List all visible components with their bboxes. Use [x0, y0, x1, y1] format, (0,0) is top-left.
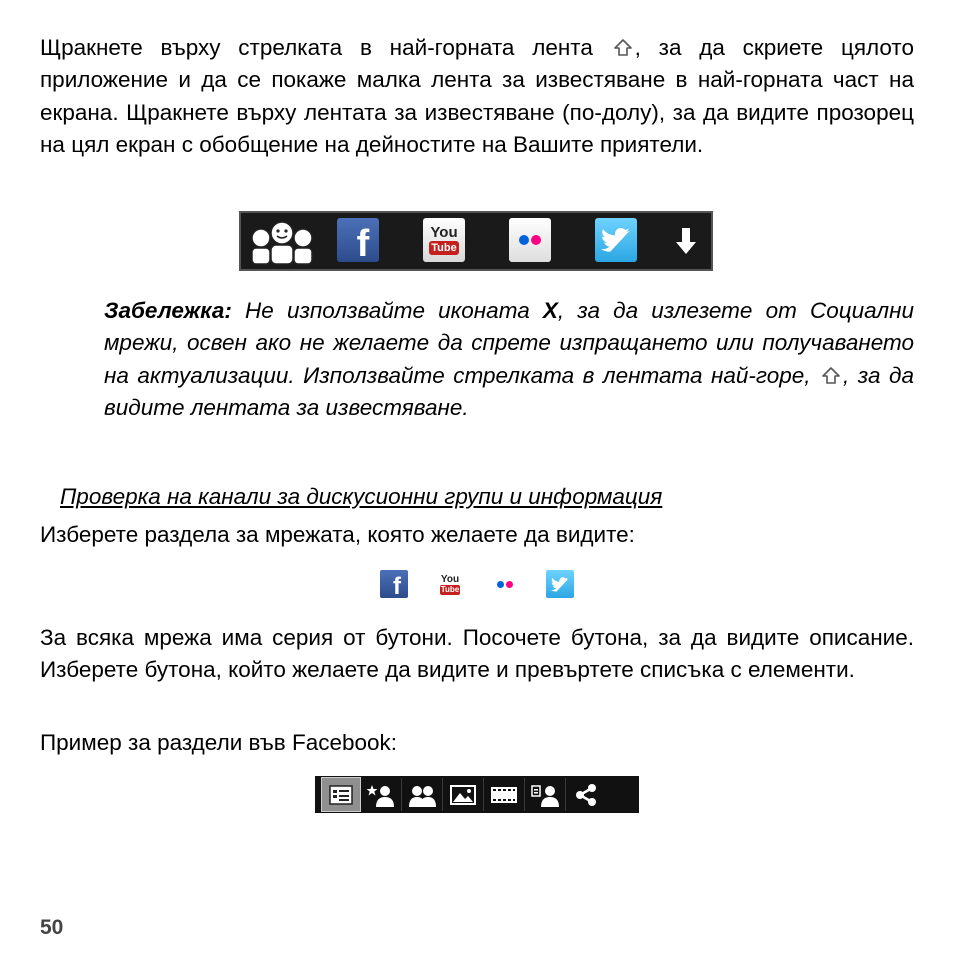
- youtube-icon[interactable]: [436, 570, 464, 598]
- flickr-icon[interactable]: [491, 570, 519, 598]
- intro-text-start: Щракнете върху стрелката в най-горната лента: [40, 35, 593, 60]
- twitter-icon[interactable]: [595, 218, 637, 266]
- youtube-tube: Tube: [440, 584, 460, 594]
- share-icon[interactable]: [566, 778, 606, 811]
- facebook-tabs-bar: [315, 776, 639, 813]
- video-icon[interactable]: [484, 778, 525, 811]
- intro-text-end: , за да скриете цялото приложение и да се покаже малка лента за известяване в най-горната част на екрана. Щракнете върху лентата за известяване (по-долу), за да видите прозорец на цял екран с обобщение на дейностите на Вашите приятели.: [40, 35, 914, 157]
- facebook-letter: f: [393, 573, 401, 600]
- example-text: Пример за раздели във Facebook:: [40, 730, 398, 755]
- intro-paragraph: [40, 32, 914, 161]
- section-title: Проверка на канали за дискусионни групи и информация: [60, 484, 663, 509]
- note-text-3: , за да видите лентата за известяване.: [104, 362, 914, 420]
- note-label: Забележка:: [104, 298, 232, 323]
- notification-toolbar: [239, 211, 713, 271]
- flickr-icon[interactable]: [509, 218, 551, 266]
- note-block: [104, 295, 914, 424]
- youtube-icon[interactable]: [423, 218, 465, 266]
- buttons-paragraph: За всяка мрежа има серия от бутони. Посочете бутона, за да видите описание. Изберете бутона, който желаете да видите и превъртете списъка с елементи.: [40, 625, 914, 683]
- up-arrow-icon: [821, 363, 841, 383]
- social-networks-icon[interactable]: [247, 218, 317, 266]
- youtube-you: You: [440, 573, 460, 585]
- facebook-icon[interactable]: [337, 218, 379, 266]
- note-text-2: , за да излезете от Социални мрежи, освен ако не желаете да спрете изпращането или получаването на актуализации. Използвайте стрелката в лентата най-горе,: [104, 298, 915, 388]
- note-text-1: Не използвайте иконата: [231, 298, 543, 323]
- facebook-icon[interactable]: [380, 570, 408, 598]
- youtube-you: You: [430, 224, 458, 241]
- news-feed-icon[interactable]: [321, 777, 361, 812]
- choose-network-text: Изберете раздела за мрежата, която желаете да видите:: [40, 522, 635, 547]
- facebook-letter: f: [356, 222, 370, 265]
- photos-icon[interactable]: [443, 778, 484, 811]
- profile-icon[interactable]: [525, 778, 566, 811]
- close-x-letter: X: [542, 298, 558, 323]
- twitter-icon[interactable]: [546, 570, 574, 598]
- down-arrow-icon[interactable]: [673, 218, 699, 266]
- friends-icon[interactable]: [402, 778, 443, 811]
- page-number: 50: [40, 916, 64, 939]
- youtube-tube: Tube: [431, 242, 457, 254]
- favorite-friend-icon[interactable]: [361, 778, 402, 811]
- up-arrow-icon: [613, 35, 633, 55]
